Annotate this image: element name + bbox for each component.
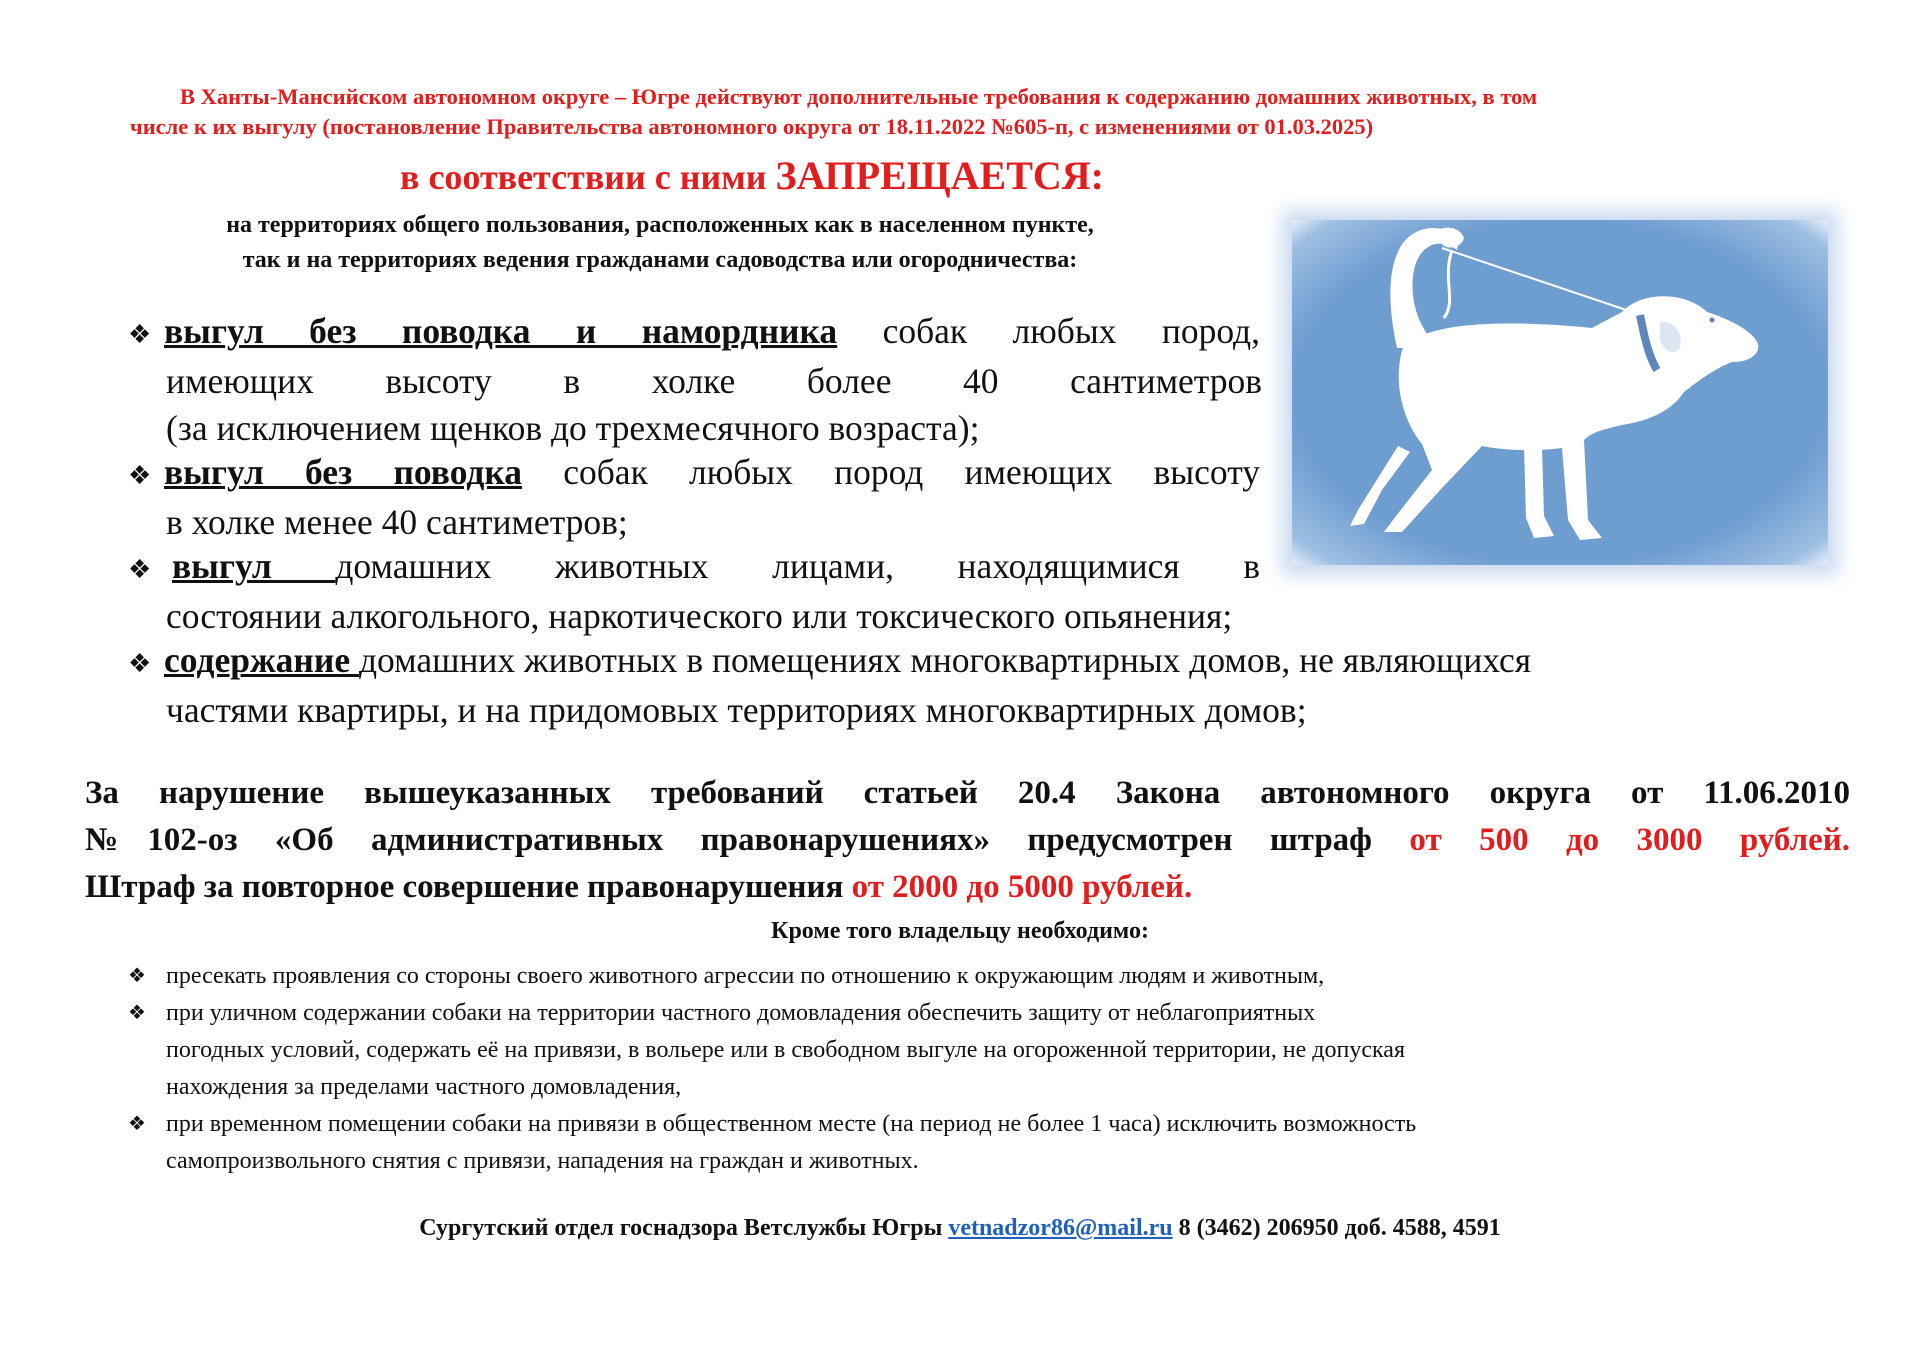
fine-notice — [85, 770, 1850, 911]
rule-3-rest: домашних животных лицами, находящимися в — [335, 546, 1261, 586]
territory-line-2: так и на территориях ведения гражданами садоводства или огородничества: — [242, 247, 1078, 273]
bullet-icon: ❖ — [128, 965, 146, 987]
bullet-icon: ❖ — [128, 649, 152, 678]
owner-duties-heading: Кроме того владельцу необходимо: — [771, 918, 1149, 944]
rule-4-rest: домашних животных в помещениях многоквартирных домов, не являющихся — [358, 640, 1532, 680]
intro-line-1: В Ханты-Мансийском автономном округе – Югре действуют дополнительные требования к содержанию домашних животных, в том — [180, 84, 1538, 109]
territory-scope — [60, 208, 1260, 278]
bullet-icon: ❖ — [128, 555, 152, 584]
email-link[interactable]: vetnadzor86@mail.ru — [948, 1215, 1173, 1241]
fine-line-2 — [85, 817, 1850, 864]
duty-item — [128, 995, 1848, 1106]
rule-4 — [128, 637, 1768, 734]
duty-3-line-2: самопроизвольного снятия с привязи, нападения на граждан и животных. — [166, 1148, 919, 1174]
rule-3-line-2: состоянии алкогольного, наркотического или токсического опьянения; — [166, 596, 1233, 636]
duty-3-line-1: при временном помещении собаки на привязи в общественном месте (на период не более 1 часа) исключить возможность — [166, 1111, 1417, 1137]
rule-1-line-2: имеющих высоту в холке более 40 сантиметров — [166, 361, 1262, 401]
duty-2-line-1: при уличном содержании собаки на территории частного домовладения обеспечить защиту от неблагоприятных — [166, 1000, 1316, 1026]
rule-4-key: содержание — [164, 640, 359, 680]
duty-2-line-2: погодных условий, содержать её на привязи, в вольере или в свободном выгуле на огороженной территории, не допуская — [166, 1037, 1405, 1063]
rule-1-line-1 — [128, 308, 1260, 358]
fine-line-3 — [85, 864, 1850, 911]
rule-3 — [128, 543, 1768, 640]
rule-2-line-2: в холке менее 40 сантиметров; — [166, 502, 628, 542]
fine-line-3-text: Штраф за повторное совершение правонарушения — [85, 869, 852, 905]
rule-4-line-2: частями квартиры, и на придомовых территориях многоквартирных домов; — [166, 690, 1307, 730]
fine-amount-repeat: от 2000 до 5000 рублей. — [851, 869, 1193, 905]
rule-1-line-3: (за исключением щенков до трехмесячного возраста); — [166, 408, 980, 448]
footer-phone: 8 (3462) 206950 доб. 4588, 4591 — [1172, 1215, 1501, 1241]
rule-2-rest: собак любых пород имеющих высоту — [522, 452, 1260, 492]
fine-line-1: За нарушение вышеуказанных требований статьей 20.4 Закона автономного округа от 11.06.2010 — [85, 775, 1850, 811]
rule-2-key: выгул без поводка — [164, 452, 523, 492]
bullet-icon: ❖ — [128, 1113, 146, 1135]
bullet-icon: ❖ — [128, 320, 152, 349]
prohibited-headline — [400, 152, 1260, 199]
bullet-icon: ❖ — [128, 461, 152, 490]
rule-1 — [128, 308, 1768, 452]
rule-3-key: выгул — [172, 546, 336, 586]
rule-1-rest: собак любых пород, — [837, 311, 1260, 351]
territory-line-1: на территориях общего пользования, расположенных как в населенном пункте, — [226, 212, 1094, 238]
duty-1-line-1: пресекать проявления со стороны своего животного агрессии по отношению к окружающим людям и животным, — [166, 963, 1325, 989]
rule-1-key: выгул без поводка и намордника — [164, 311, 838, 351]
fine-amount-first: от 500 до 3000 рублей. — [1409, 822, 1851, 858]
intro-line-2: числе к их выгулу (постановление Правительства автономного округа от 18.11.2022 №605-п, с изменениями от 01.03.2025) — [130, 114, 1374, 139]
fine-line-2-text: №102-оз «Об административных правонарушениях» предусмотрен штраф — [85, 822, 1410, 858]
rule-2-line-1 — [128, 449, 1260, 499]
contact-footer — [0, 1215, 1920, 1242]
duty-item — [128, 958, 1848, 995]
bullet-icon: ❖ — [128, 1002, 146, 1024]
rule-2 — [128, 449, 1768, 546]
intro-text — [130, 82, 1850, 142]
headline-prefix: в соответствии с ними — [400, 157, 776, 197]
owner-duties-list — [128, 958, 1848, 1180]
footer-org: Сургутский отдел госнадзора Ветслужбы Югры — [419, 1215, 949, 1241]
duty-2-line-3: нахождения за пределами частного домовладения, — [166, 1074, 682, 1100]
headline-emphasis: ЗАПРЕЩАЕТСЯ: — [775, 153, 1104, 198]
rule-4-line-1 — [128, 637, 1768, 687]
rule-3-line-1 — [128, 543, 1260, 593]
duty-item — [128, 1106, 1848, 1180]
